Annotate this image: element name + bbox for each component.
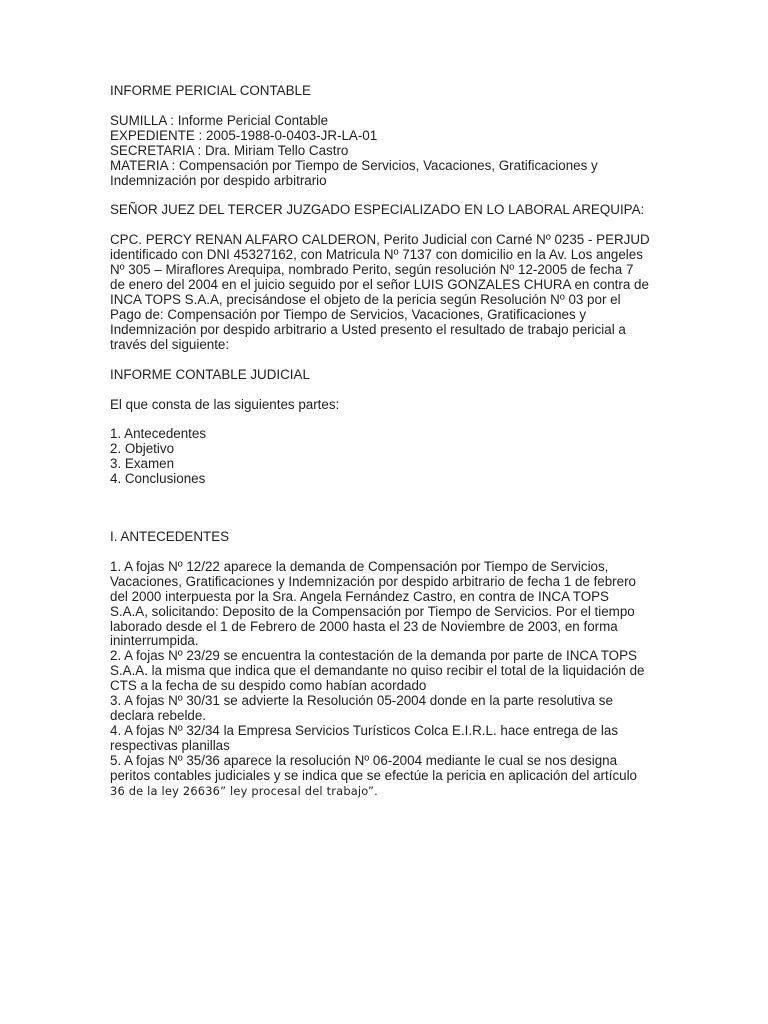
header-secretaria: SECRETARIA : Dra. Miriam Tello Castro <box>110 142 349 158</box>
header-materia: MATERIA : Compensación por Tiempo de Servicios, Vacaciones, Gratificaciones y <box>110 157 598 173</box>
document-title: INFORME PERICIAL CONTABLE <box>110 83 311 98</box>
antecedentes-line: 1. A fojas Nº 12/22 aparece la demanda de Compensación por Tiempo de Servicios, <box>110 558 609 574</box>
intro-line: INCA TOPS S.A.A, precisándose el objeto de la pericia según Resolución Nº 03 por el <box>110 291 621 307</box>
list-item: 4. Conclusiones <box>110 471 206 487</box>
intro-line: identificado con DNI 45327162, con Matricula Nº 7137 con domicilio en la Av. Los angeles <box>110 247 643 263</box>
antecedentes-line: 2. A fojas Nº 23/29 se encuentra la contestación de la demanda por parte de INCA TOPS <box>110 648 637 664</box>
header-block <box>110 114 670 189</box>
intro-line: Indemnización por despido arbitrario a Usted presento el resultado de trabajo pericial a <box>110 321 626 337</box>
antecedentes-line: declara rebelde. <box>110 708 207 723</box>
antecedentes-line: 4. A fojas Nº 32/34 la Empresa Servicios Turísticos Colca E.I.R.L. hace entrega de las <box>110 722 619 738</box>
antecedentes-line: S.A.A. la misma que indica que el demandante no quiso recibir el total de la liquidación de <box>110 663 645 679</box>
header-expediente: EXPEDIENTE : 2005-1988-0-0403-JR-LA-01 <box>110 127 378 143</box>
document-title-block <box>110 84 670 99</box>
list-item: 3. Examen <box>110 456 175 472</box>
antecedentes-line: respectivas planillas <box>110 737 230 753</box>
antecedentes-line: S.A.A, solicitando: Deposito de la Compensación por Tiempo de Servicios. Por el tiempo <box>110 603 635 619</box>
antecedentes-line: peritos contables judiciales y se indica que se efectúe la pericia en aplicación del artículo <box>110 767 638 783</box>
antecedentes-line: del 2000 interpuesta por la Sra. Angela Fernández Castro, en contra de INCA TOPS <box>110 588 609 604</box>
document-page <box>110 84 670 813</box>
addressee-block <box>110 203 670 218</box>
intro-line: través del siguiente: <box>110 336 230 352</box>
section-heading-block <box>110 530 670 545</box>
header-materia-cont: Indemnización por despido arbitrario <box>110 172 327 188</box>
header-sumilla: SUMILLA : Informe Pericial Contable <box>110 112 329 128</box>
antecedentes-paragraph <box>110 560 670 799</box>
antecedentes-line: ininterrumpida. <box>110 633 199 649</box>
antecedentes-line: 5. A fojas Nº 35/36 aparece la resolución Nº 06-2004 mediante le cual se nos designa <box>110 752 618 768</box>
intro-line: CPC. PERCY RENAN ALFARO CALDERON, Perito Judicial con Carné Nº 0235 - PERJUD <box>110 232 650 248</box>
list-item: 1. Antecedentes <box>110 426 207 442</box>
antecedentes-last-line: 36 de la ley 26636” ley procesal del trabajo”. <box>110 783 378 798</box>
section-heading: I. ANTECEDENTES <box>110 529 230 545</box>
report-heading-block <box>110 368 670 383</box>
antecedentes-line: Vacaciones, Gratificaciones y Indemnización por despido arbitrario de fecha 1 de febrero <box>110 573 637 589</box>
addressee: SEÑOR JUEZ DEL TERCER JUZGADO ESPECIALIZADO EN LO LABORAL AREQUIPA: <box>110 202 645 218</box>
intro-line: Pago de: Compensación por Tiempo de Servicios, Vacaciones, Gratificaciones y <box>110 306 587 322</box>
parts-list <box>110 427 670 487</box>
list-item: 2. Objetivo <box>110 441 175 457</box>
intro-line: de enero del 2004 en el juicio seguido por el señor LUIS GONZALES CHURA en contra de <box>110 277 649 293</box>
intro-paragraph <box>110 233 670 352</box>
antecedentes-line: CTS a la fecha de su despido como habían acordado <box>110 678 427 694</box>
report-heading: INFORME CONTABLE JUDICIAL <box>110 366 310 382</box>
parts-intro-block <box>110 398 670 413</box>
parts-intro: El que consta de las siguientes partes: <box>110 396 340 412</box>
intro-line: Nº 305 – Miraflores Arequipa, nombrado Perito, según resolución Nº 12-2005 de fecha 7 <box>110 262 634 278</box>
antecedentes-line: laborado desde el 1 de Febrero de 2000 hasta el 23 de Noviembre de 2003, en forma <box>110 618 618 634</box>
antecedentes-line: 3. A fojas Nº 30/31 se advierte la Resolución 05-2004 donde en la parte resolutiva se <box>110 693 613 709</box>
